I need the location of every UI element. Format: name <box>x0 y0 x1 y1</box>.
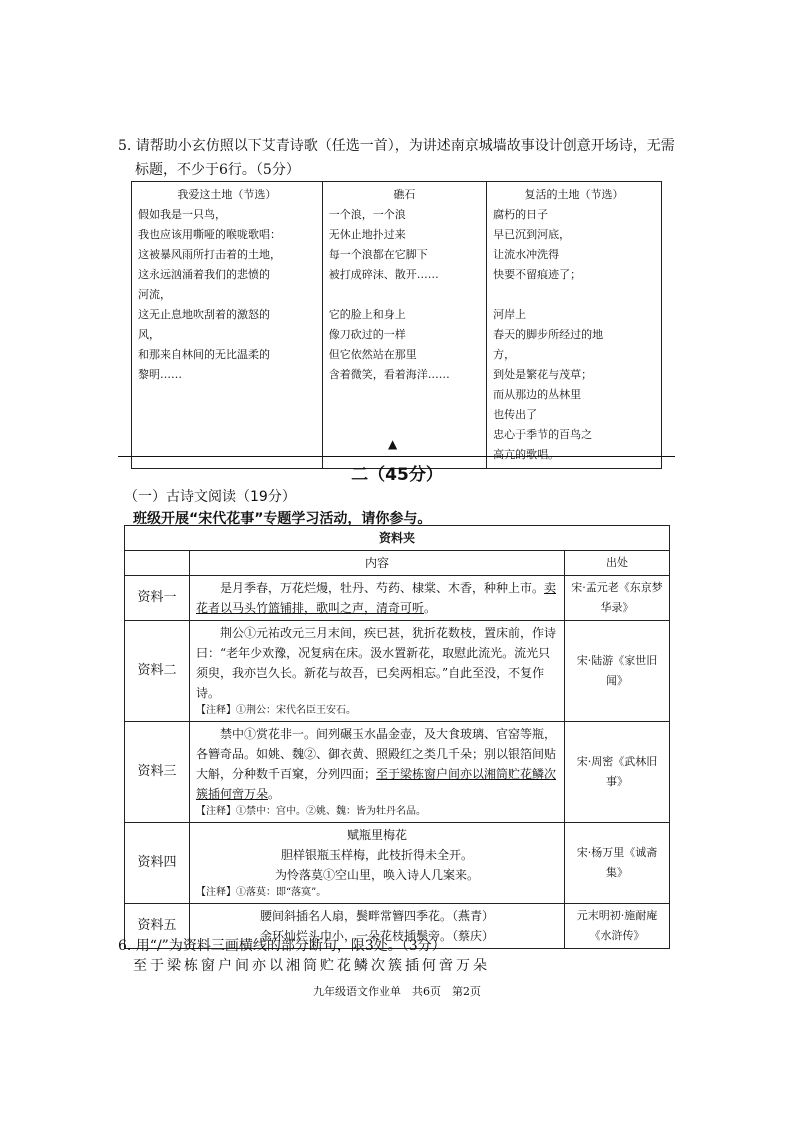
poem-line: 被打成碎沫、散开…… <box>328 268 439 281</box>
poem-line: 方， <box>493 348 516 361</box>
material-1-content <box>190 576 565 621</box>
material-2-source: 宋·陆游《家世旧闻》 <box>565 621 670 722</box>
poem-line: 我也应该用嘶哑的喉咙歌唱： <box>138 228 281 241</box>
material-4-poem-title: 赋瓶里梅花 <box>346 828 407 842</box>
material-2-label: 资料二 <box>125 621 190 722</box>
poem-line: 早已沉到河底， <box>493 228 571 241</box>
triangle-marker: ▲ <box>388 437 398 451</box>
material-4-line: 为怜落莫①空山里，唤入诗人几案来。 <box>274 868 479 882</box>
corner-cell <box>125 551 190 576</box>
poem-line: 黎明…… <box>138 368 182 381</box>
poem-line: 腐朽的日子 <box>493 208 549 221</box>
poem-2-title: 礁石 <box>393 188 416 201</box>
poems-table <box>131 181 662 469</box>
activity-intro: 班级开展“宋代花事”专题学习活动，请你参与。 <box>133 511 432 527</box>
material-1-source: 宋·孟元老《东京梦华录》 <box>565 576 670 621</box>
content-header: 内容 <box>190 551 565 576</box>
material-5-line: 腰间斜插名人扇，鬓畔常簪四季花。（燕青） <box>259 909 494 923</box>
poem-line: 像刀砍过的一样 <box>328 328 406 341</box>
material-5-line: 金环灿烂头巾小，一朵花枝插鬓旁。（蔡庆） <box>259 929 494 943</box>
poem-2 <box>322 182 486 469</box>
material-1-end: 。 <box>424 601 437 615</box>
material-3-text: 禁中①赏花非一。间列碾玉水晶金壶，及大食玻璃、官窑等瓶，各簪奇品。如姚、魏②、御衣黄、照殿红之类几千朵；别以银箔间贴大斛，分种数千百窠，分列四面； <box>196 727 557 781</box>
question-5-line1: 5. 请帮助小玄仿照以下艾青诗歌（任选一首），为讲述南京城墙故事设计创意开场诗，无需 <box>118 138 675 154</box>
poem-line: 一个浪，一个浪 <box>328 208 406 221</box>
poem-3-title: 复活的土地（节选） <box>524 188 624 201</box>
source-header: 出处 <box>565 551 670 576</box>
poem-line: 河岸上 <box>493 308 527 321</box>
material-3-underlined: 至于梁栋窗户间亦以湘筒贮花鳞次簇插何啻万朵 <box>196 767 557 801</box>
material-2-content <box>190 621 565 722</box>
material-5-source: 元末明初·施耐庵《水浒传》 <box>565 904 670 949</box>
question-6-sentence: 至于梁栋窗户间亦以湘筒贮花鳞次簇插何啻万朵 <box>133 958 490 974</box>
poem-line: 这无止息地吹刮着的激怒的 <box>138 308 270 321</box>
poem-line: 快要不留痕迹了； <box>493 268 582 281</box>
poem-line: 也传出了 <box>493 408 538 421</box>
poem-line: 假如我是一只鸟， <box>138 208 226 221</box>
material-4-label: 资料四 <box>125 823 190 904</box>
material-1-underlined: 卖花者以马头竹篮铺排，歌叫之声，清奇可听 <box>196 581 557 615</box>
material-4-source: 宋·杨万里《诚斋集》 <box>565 823 670 904</box>
material-2-text: 荆公①元祐改元三月末间，疾已甚，犹折花数枝，置床前，作诗曰：“老年少欢豫，况复病在床。汲水置新花，取慰此流光。流光只须臾，我亦岂久长。新花与故吾，已矣两相忘。”自此至没，不复作诗。 <box>196 626 557 700</box>
material-1-text: 是月季春，万花烂熳，牡丹、芍药、棣棠、木香，种种上市。 <box>220 581 545 595</box>
materials-folder-header: 资料夹 <box>125 526 670 551</box>
material-3-end: 。 <box>268 787 281 801</box>
poem-line: 春天的脚步所经过的地 <box>493 328 604 341</box>
material-1-label: 资料一 <box>125 576 190 621</box>
material-3-note: 【注释】①禁中：宫中。②姚、魏：皆为牡丹名品。 <box>196 806 426 817</box>
material-4-line: 胆样银瓶玉样梅，此枝折得未全开。 <box>280 848 473 862</box>
poem-line: 风， <box>138 328 160 341</box>
materials-table <box>124 525 670 949</box>
material-4-content <box>190 823 565 904</box>
question-5 <box>118 134 678 182</box>
material-4-note: 【注释】①落莫：即“落寞”。 <box>196 887 327 898</box>
poem-1 <box>132 182 323 469</box>
poem-line: 这被暴风雨所打击着的土地， <box>138 248 281 261</box>
poem-line: 无休止地扑过来 <box>328 228 406 241</box>
poem-line: 它的脸上和身上 <box>328 308 406 321</box>
page-footer: 九年级语文作业单 共6页 第2页 <box>313 985 481 998</box>
question-5-line2: 标题，不少于6行。（5分） <box>135 162 300 178</box>
subsection-title: （一）古诗文阅读（19分） <box>124 489 296 505</box>
material-3-content <box>190 722 565 823</box>
poem-3 <box>487 182 662 469</box>
poem-1-title: 我爱这土地（节选） <box>177 188 277 201</box>
poem-line: 让流水冲洗得 <box>493 248 560 261</box>
divider <box>118 456 675 457</box>
poem-line: 每一个浪都在它脚下 <box>328 248 428 261</box>
poem-line: 到处是繁花与茂草； <box>493 368 593 381</box>
poem-line: 和那来自林间的无比温柔的 <box>138 348 270 361</box>
poem-line: 高亢的歌唱。 <box>493 448 560 461</box>
material-5-label: 资料五 <box>125 904 190 949</box>
question-6: 6. 用“/”为资料三画横线的部分断句，限3处。（3分） <box>118 938 446 954</box>
material-3-para <box>196 724 558 804</box>
material-2-note: 【注释】①荆公：宋代名臣王安石。 <box>196 705 356 716</box>
poem-line: 这永远汹涌着我们的悲愤的 <box>138 268 270 281</box>
material-3-label: 资料三 <box>125 722 190 823</box>
poem-line: 河流， <box>138 288 171 301</box>
poem-line: 忠心于季节的百鸟之 <box>493 428 593 441</box>
poem-line: 而从那边的丛林里 <box>493 388 582 401</box>
poem-line: 含着微笑，看着海洋…… <box>328 368 450 381</box>
poem-line: 但它依然站在那里 <box>328 348 417 361</box>
material-3-source: 宋·周密《武林旧事》 <box>565 722 670 823</box>
section-2-title: 二（45分） <box>351 465 443 485</box>
